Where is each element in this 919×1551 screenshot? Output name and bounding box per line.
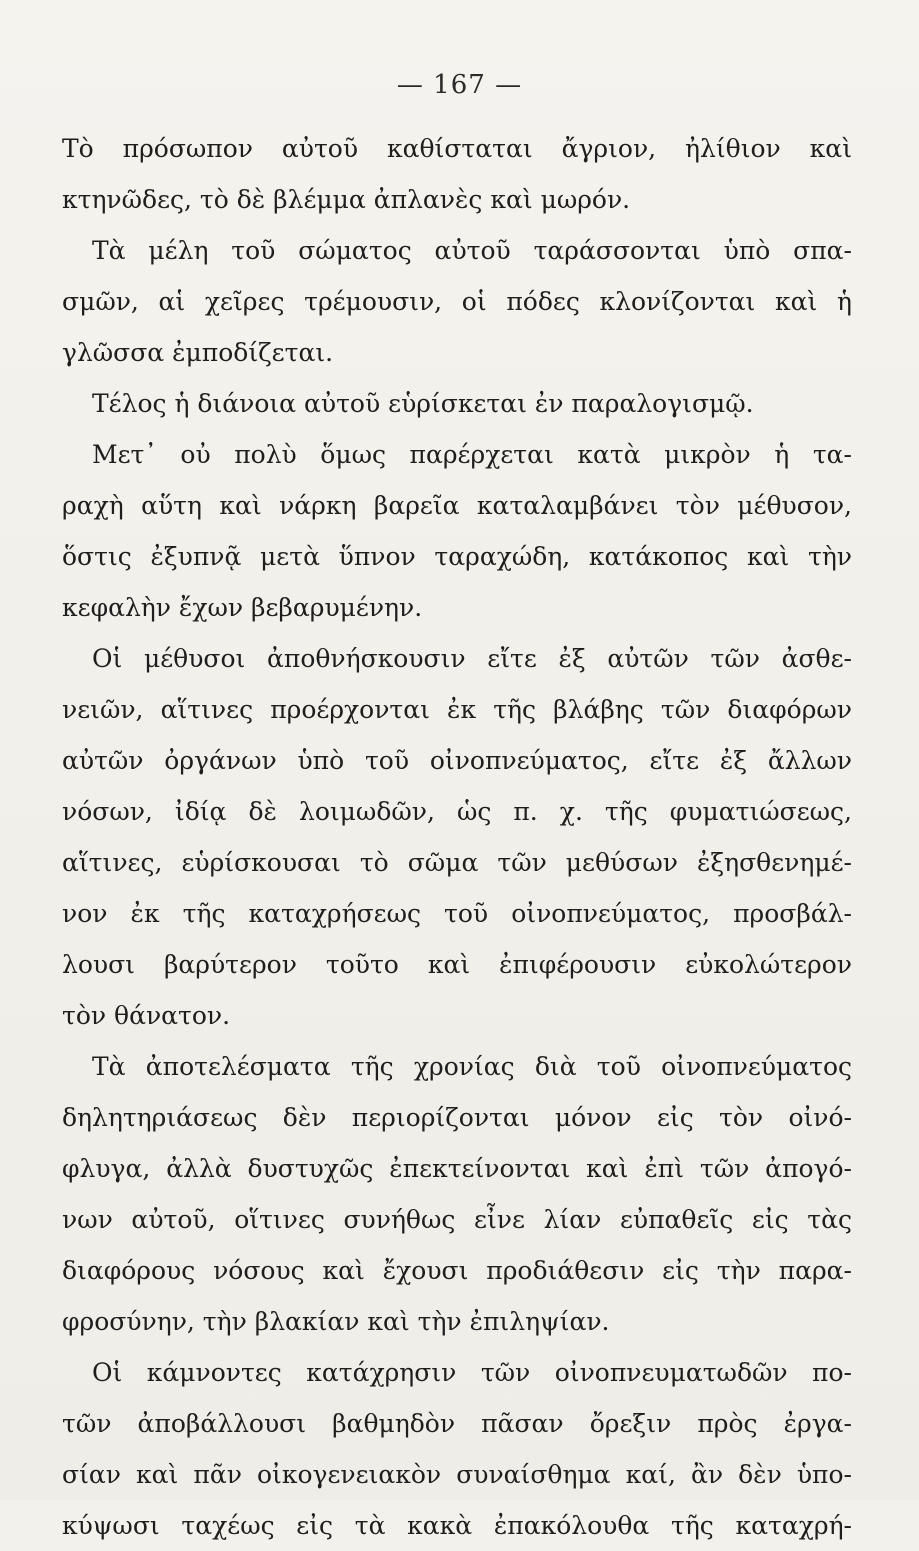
text-line: Τὸ πρόσωπον αὐτοῦ καθίσταται ἄγριον, ἠλίθιον καὶ: [62, 134, 852, 163]
text-line: κτηνῶδες, τὸ δὲ βλέμμα ἀπλανὲς καὶ μωρόν.: [62, 185, 631, 214]
text-line: νον ἐκ τῆς καταχρήσεως τοῦ οἰνοπνεύματος, προσβάλ-: [62, 899, 852, 928]
text-line: Μετ᾽ οὐ πολὺ ὅμως παρέρχεται κατὰ μικρὸν ἡ τα-: [92, 440, 852, 469]
text-line: τῶν ἀποβάλλουσι βαθμηδὸν πᾶσαν ὄρεξιν πρὸς ἐργα-: [62, 1409, 852, 1438]
text-line: σίαν καὶ πᾶν οἰκογενειακὸν συναίσθημα καί, ἂν δὲν ὑπο-: [62, 1460, 852, 1489]
text-line: λουσι βαρύτερον τοῦτο καὶ ἐπιφέρουσιν εὐκολώτερον: [62, 950, 852, 979]
page-number: — 167 —: [396, 70, 523, 100]
text-line: τὸν θάνατον.: [62, 1001, 231, 1030]
text-line: νειῶν, αἵτινες προέρχονται ἐκ τῆς βλάβης τῶν διαφόρων: [62, 695, 852, 724]
text-line: κύψωσι ταχέως εἰς τὰ κακὰ ἐπακόλουθα τῆς καταχρή-: [62, 1511, 852, 1540]
body-text: [62, 123, 852, 1551]
text-line: ὅστις ἐξυπνᾷ μετὰ ὕπνον ταραχώδη, κατάκοπος καὶ τὴν: [62, 542, 852, 571]
text-line: νων αὐτοῦ, οἵτινες συνήθως εἶνε λίαν εὐπαθεῖς εἰς τὰς: [62, 1205, 852, 1234]
text-line: Τὰ μέλη τοῦ σώματος αὐτοῦ ταράσσονται ὑπὸ σπα-: [92, 236, 852, 265]
text-line: δηλητηριάσεως δὲν περιορίζονται μόνον εἰς τὸν οἰνό-: [62, 1103, 852, 1132]
text-line: Οἱ κάμνοντες κατάχρησιν τῶν οἰνοπνευματωδῶν πο-: [92, 1358, 852, 1387]
text-line: σμῶν, αἱ χεῖρες τρέμουσιν, οἱ πόδες κλονίζονται καὶ ἡ: [62, 287, 852, 316]
text-line: γλῶσσα ἐμποδίζεται.: [62, 338, 334, 367]
text-line: αὐτῶν ὀργάνων ὑπὸ τοῦ οἰνοπνεύματος, εἴτε ἐξ ἄλλων: [62, 746, 852, 775]
text-line: νόσων, ἰδίᾳ δὲ λοιμωδῶν, ὡς π. χ. τῆς φυματιώσεως,: [62, 797, 852, 826]
text-line: διαφόρους νόσους καὶ ἔχουσι προδιάθεσιν εἰς τὴν παρα-: [62, 1256, 852, 1285]
text-line: Τέλος ἡ διάνοια αὐτοῦ εὑρίσκεται ἐν παραλογισμῷ.: [92, 389, 754, 418]
text-line: κεφαλὴν ἔχων βεβαρυμένην.: [62, 593, 423, 622]
text-line: αἵτινες, εὑρίσκουσαι τὸ σῶμα τῶν μεθύσων ἐξησθενημέ-: [62, 848, 852, 877]
text-line: φροσύνην, τὴν βλακίαν καὶ τὴν ἐπιληψίαν.: [62, 1307, 610, 1336]
text-line: ραχὴ αὕτη καὶ νάρκη βαρεῖα καταλαμβάνει τὸν μέθυσον,: [62, 491, 852, 520]
text-line: φλυγα, ἀλλὰ δυστυχῶς ἐπεκτείνονται καὶ ἐπὶ τῶν ἀπογό-: [62, 1154, 852, 1183]
text-line: Οἱ μέθυσοι ἀποθνήσκουσιν εἴτε ἐξ αὐτῶν τῶν ἀσθε-: [92, 644, 852, 673]
text-line: Τὰ ἀποτελέσματα τῆς χρονίας διὰ τοῦ οἰνοπνεύματος: [92, 1052, 852, 1081]
